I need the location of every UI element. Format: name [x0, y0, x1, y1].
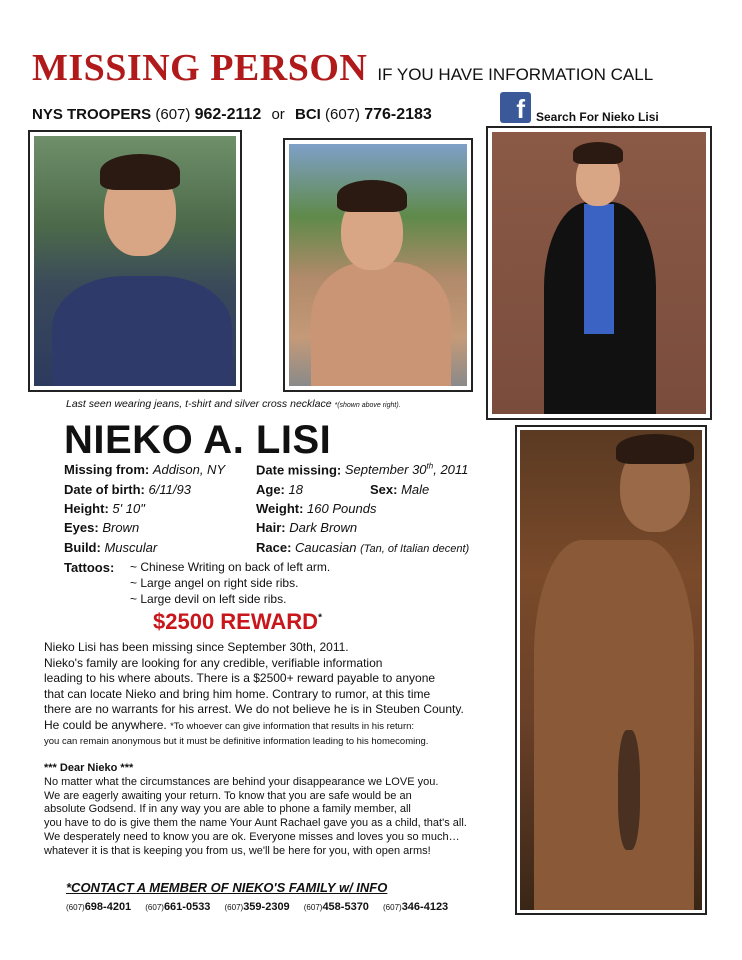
weight-label: Weight:	[256, 501, 304, 516]
height-row	[64, 501, 145, 516]
facebook-search-text: Search For Nieko Lisi	[536, 110, 659, 124]
height-label: Height:	[64, 501, 109, 516]
age-label: Age:	[256, 482, 285, 497]
race-label: Race:	[256, 540, 292, 555]
reward-banner	[153, 609, 322, 635]
eyes-value: Brown	[102, 520, 140, 535]
photo-tattoo-torso	[515, 425, 707, 915]
description-line: that can locate Nieko and bring him home. Contrary to rumor, at this time	[44, 686, 431, 701]
photo-formal-suit	[486, 126, 712, 420]
tattoos-label: Tattoos:	[64, 560, 115, 575]
hair-value: Dark Brown	[289, 520, 358, 535]
dear-nieko-letter	[44, 762, 514, 859]
tattoo-item: ~ Large angel on right side ribs.	[130, 576, 299, 590]
letter-line: We desperately need to know you are ok. Everyone misses and loves you so much…	[44, 830, 460, 843]
bci-number: 776-2183	[364, 106, 432, 123]
troopers-number: 962-2112	[194, 106, 262, 123]
family-phone: (607)661-0533	[145, 901, 211, 913]
facebook-icon: f	[500, 92, 531, 123]
reward-text: $2500 REWARD	[153, 609, 319, 634]
headline-title: MISSING PERSON	[32, 47, 368, 89]
eyes-label: Eyes:	[64, 520, 99, 535]
sex-value: Male	[401, 482, 430, 497]
date-missing-label: Date missing:	[256, 462, 342, 478]
race-value: Caucasian	[295, 540, 357, 555]
tattoo-item: ~ Large devil on left side ribs.	[130, 592, 287, 606]
build-row	[64, 540, 157, 555]
police-phone-numbers	[32, 106, 432, 124]
caption-note: *(shown above right).	[334, 402, 401, 409]
dob-value: 6/11/93	[148, 482, 191, 497]
headline	[32, 46, 653, 90]
letter-line: We are eagerly awaiting your return. To know that you are safe would be an	[44, 789, 412, 802]
hair-label: Hair:	[256, 520, 286, 535]
troopers-area-code: (607)	[155, 106, 191, 123]
missing-from-row	[64, 462, 225, 477]
description-line: Nieko's family are looking for any credible, verifiable information	[44, 655, 383, 670]
missing-from-value: Addison, NY	[152, 462, 226, 477]
footnote-line-1: *To whoever can give information that results in his return:	[170, 720, 415, 732]
eyes-row	[64, 520, 139, 535]
caption-text: Last seen wearing jeans, t-shirt and silver cross necklace	[66, 398, 332, 410]
or-text: or	[271, 106, 285, 123]
description-line: leading to his where abouts. There is a $2500+ reward payable to anyone	[44, 671, 436, 685]
date-missing-suffix: th	[426, 462, 434, 471]
height-value: 5' 10"	[112, 501, 145, 516]
age-row	[256, 482, 303, 497]
sex-label: Sex:	[370, 482, 398, 497]
family-phone: (607)458-5370	[303, 901, 369, 913]
bci-area-code: (607)	[325, 106, 361, 123]
description-last-line: He could be anywhere.	[44, 717, 167, 732]
reward-mark: *	[318, 612, 322, 624]
family-phone-list	[66, 901, 459, 913]
contact-heading: *CONTACT A MEMBER OF NIEKO'S FAMILY w/ INFO	[66, 880, 388, 895]
age-value: 18	[288, 482, 303, 497]
family-phone: (607)346-4123	[383, 901, 449, 913]
race-row	[256, 540, 469, 555]
description-line: there are no warrants for his arrest. We do not believe he is in Steuben County.	[44, 702, 464, 716]
weight-row	[256, 501, 376, 516]
weight-value: 160 Pounds	[307, 501, 377, 516]
family-phone: (607)359-2309	[224, 901, 290, 913]
date-missing-value: September 30	[344, 462, 427, 478]
letter-line: absolute Godsend. If in any way you are able to phone a family member, all	[44, 803, 411, 816]
date-missing-year: , 2011	[433, 462, 469, 478]
photo-shirtless-outdoor	[283, 138, 473, 392]
build-value: Muscular	[104, 540, 158, 555]
build-label: Build:	[64, 540, 101, 555]
photo-caption	[66, 398, 401, 410]
headline-subline: IF YOU HAVE INFORMATION CALL	[377, 65, 654, 84]
missing-description	[44, 640, 514, 750]
letter-line: you have to do is give them the name Your Aunt Rachael gave you as a child, that's all.	[44, 817, 467, 830]
description-line: Nieko Lisi has been missing since September 30th, 2011.	[44, 640, 349, 654]
letter-line: No matter what the circumstances are behind your disappearance we LOVE you.	[44, 775, 439, 788]
family-phone: (607)698-4201	[66, 901, 132, 913]
dob-label: Date of birth:	[64, 482, 145, 497]
dob-row	[64, 482, 191, 497]
bci-label: BCI	[294, 106, 321, 123]
photo-hollister-shirt	[28, 130, 242, 392]
tattoo-item: ~ Chinese Writing on back of left arm.	[130, 560, 331, 574]
sex-row	[370, 482, 429, 497]
race-note: (Tan, of Italian decent)	[360, 543, 470, 555]
person-name: NIEKO A. LISI	[64, 418, 332, 462]
letter-title: *** Dear Nieko ***	[44, 762, 134, 774]
letter-line: whatever it is that is keeping you from us, we'll be here for you, with open arms!	[44, 844, 431, 857]
hair-row	[256, 520, 357, 535]
troopers-label: NYS TROOPERS	[32, 106, 152, 123]
footnote-line-2: you can remain anonymous but it must be definitive information leading to his homecoming.	[44, 736, 429, 747]
date-missing-row	[256, 462, 468, 477]
missing-from-label: Missing from:	[64, 462, 150, 477]
